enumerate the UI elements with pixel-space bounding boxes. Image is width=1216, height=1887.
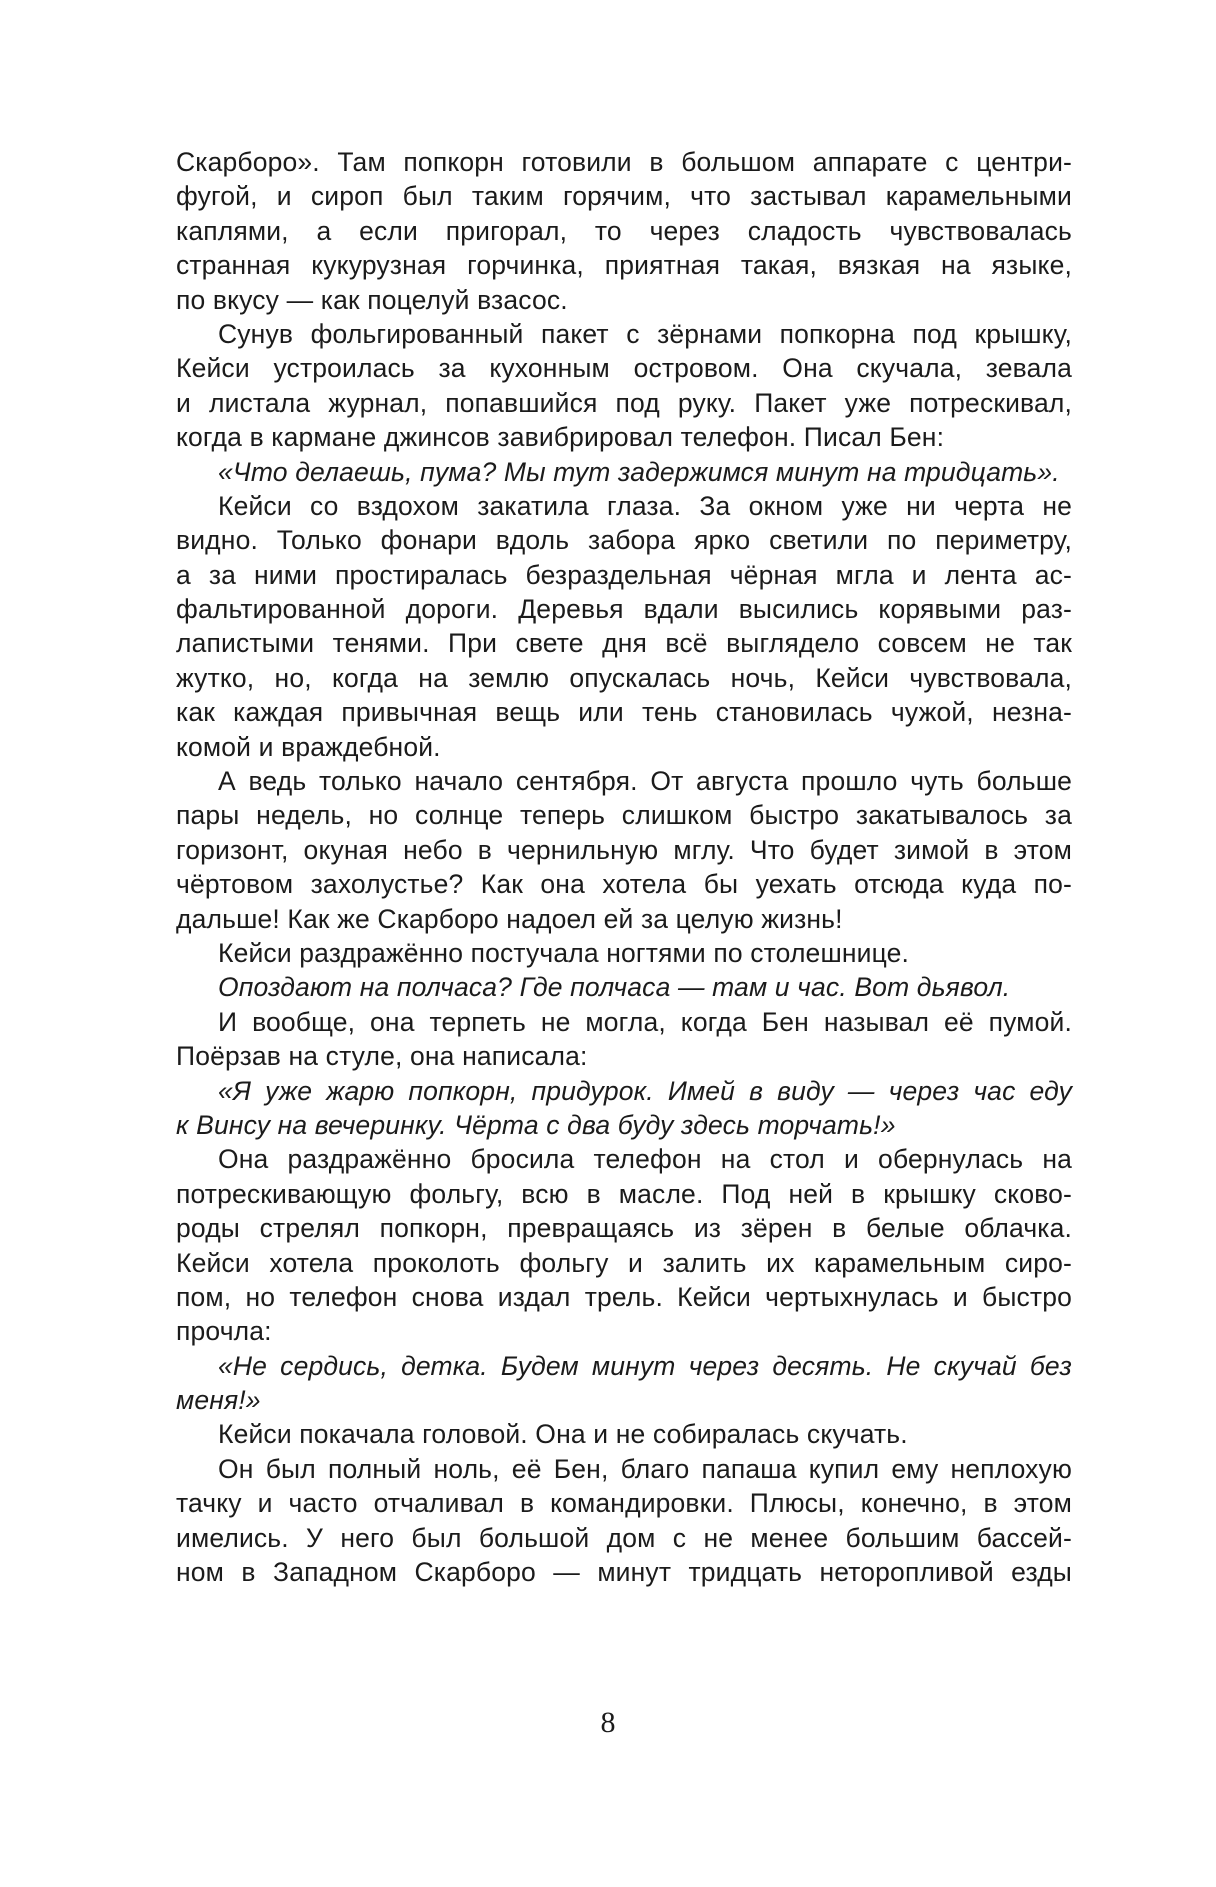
italic-text-line: Опоздают на полчаса? Где полчаса — там и час. Вот дьявол. xyxy=(218,972,1011,1003)
text-line: когда в кармане джинсов завибрировал телефон. Писал Бен: xyxy=(176,422,945,453)
text-line: каплями, а если пригорал, то через сладость чувствовалась xyxy=(176,215,1072,246)
text-line: пом, но телефон снова издал трель. Кейси чертыхнулась и быстро xyxy=(176,1281,1072,1312)
text-line: Кейси со вздохом закатила глаза. За окном уже ни черта не xyxy=(218,490,1072,521)
text-line: как каждая привычная вещь или тень становилась чужой, незна- xyxy=(176,697,1072,728)
italic-text-line: «Я уже жарю попкорн, придурок. Имей в виду — через час еду xyxy=(218,1075,1072,1106)
text-line: имелись. У него был большой дом с не менее большим бассей- xyxy=(176,1522,1072,1553)
text-line: Поёрзав на стуле, она написала: xyxy=(176,1041,588,1072)
text-line: Скарборо». Там попкорн готовили в большом аппарате с центри- xyxy=(176,147,1072,177)
page-number: 8 xyxy=(600,1706,616,1739)
text-line: Сунув фольгированный пакет с зёрнами попкорна под крышку, xyxy=(218,318,1072,349)
text-line: дальше! Как же Скарборо надоел ей за целую жизнь! xyxy=(176,903,843,934)
text-line: чёртовом захолустье? Как она хотела бы уехать отсюда куда по- xyxy=(176,869,1072,900)
text-line: жутко, но, когда на землю опускалась ночь, Кейси чувствовала, xyxy=(176,662,1072,693)
text-line: комой и враждебной. xyxy=(176,731,441,762)
text-line: Кейси устроилась за кухонным островом. Она скучала, зевала xyxy=(176,353,1072,384)
text-line: прочла: xyxy=(176,1316,272,1347)
text-line: потрескивающую фольгу, всю в масле. Под ней в крышку сково- xyxy=(176,1178,1072,1209)
text-line: Он был полный ноль, её Бен, благо папаша купил ему неплохую xyxy=(218,1453,1072,1484)
text-line: по вкусу — как поцелуй взасос. xyxy=(176,284,568,315)
text-line: фугой, и сироп был таким горячим, что застывал карамельными xyxy=(176,181,1072,212)
italic-text-line: к Винсу на вечеринку. Чёрта с два буду здесь торчать!» xyxy=(176,1109,896,1140)
text-line: фальтированной дороги. Деревья вдали высились корявыми раз- xyxy=(176,594,1072,625)
body-text xyxy=(176,145,1072,1589)
italic-text-line: «Что делаешь, пума? Мы тут задержимся минут на тридцать». xyxy=(218,456,1060,487)
text-line: роды стрелял попкорн, превращаясь из зёрен в белые облачка. xyxy=(176,1213,1072,1244)
text-line: тачку и часто отчаливал в командировки. Плюсы, конечно, в этом xyxy=(176,1488,1072,1519)
text-line: видно. Только фонари вдоль забора ярко светили по периметру, xyxy=(176,525,1072,556)
text-line: ном в Западном Скарборо — минут тридцать неторопливой езды xyxy=(176,1557,1072,1588)
text-line: и листала журнал, попавшийся под руку. Пакет уже потрескивал, xyxy=(176,387,1072,418)
text-line: Кейси раздражённо постучала ногтями по столешнице. xyxy=(218,937,910,968)
text-line: а за ними простиралась безраздельная чёрная мгла и лента ас- xyxy=(176,559,1072,590)
italic-text-line: «Не сердись, детка. Будем минут через десять. Не скучай без xyxy=(218,1350,1072,1381)
text-line: лапистыми тенями. При свете дня всё выглядело совсем не так xyxy=(176,628,1072,659)
text-line: горизонт, окуная небо в чернильную мглу. Что будет зимой в этом xyxy=(176,834,1072,865)
text-line: Она раздражённо бросила телефон на стол и обернулась на xyxy=(218,1144,1072,1175)
text-line: Кейси покачала головой. Она и не собиралась скучать. xyxy=(218,1419,908,1450)
text-line: И вообще, она терпеть не могла, когда Бен называл её пумой. xyxy=(218,1006,1072,1037)
text-line: Кейси хотела проколоть фольгу и залить их карамельным сиро- xyxy=(176,1247,1072,1278)
text-line: странная кукурузная горчинка, приятная такая, вязкая на языке, xyxy=(176,250,1072,281)
text-line: А ведь только начало сентября. От августа прошло чуть больше xyxy=(218,766,1072,797)
text-line: пары недель, но солнце теперь слишком быстро закатывалось за xyxy=(176,800,1072,831)
italic-text-line: меня!» xyxy=(176,1385,261,1416)
